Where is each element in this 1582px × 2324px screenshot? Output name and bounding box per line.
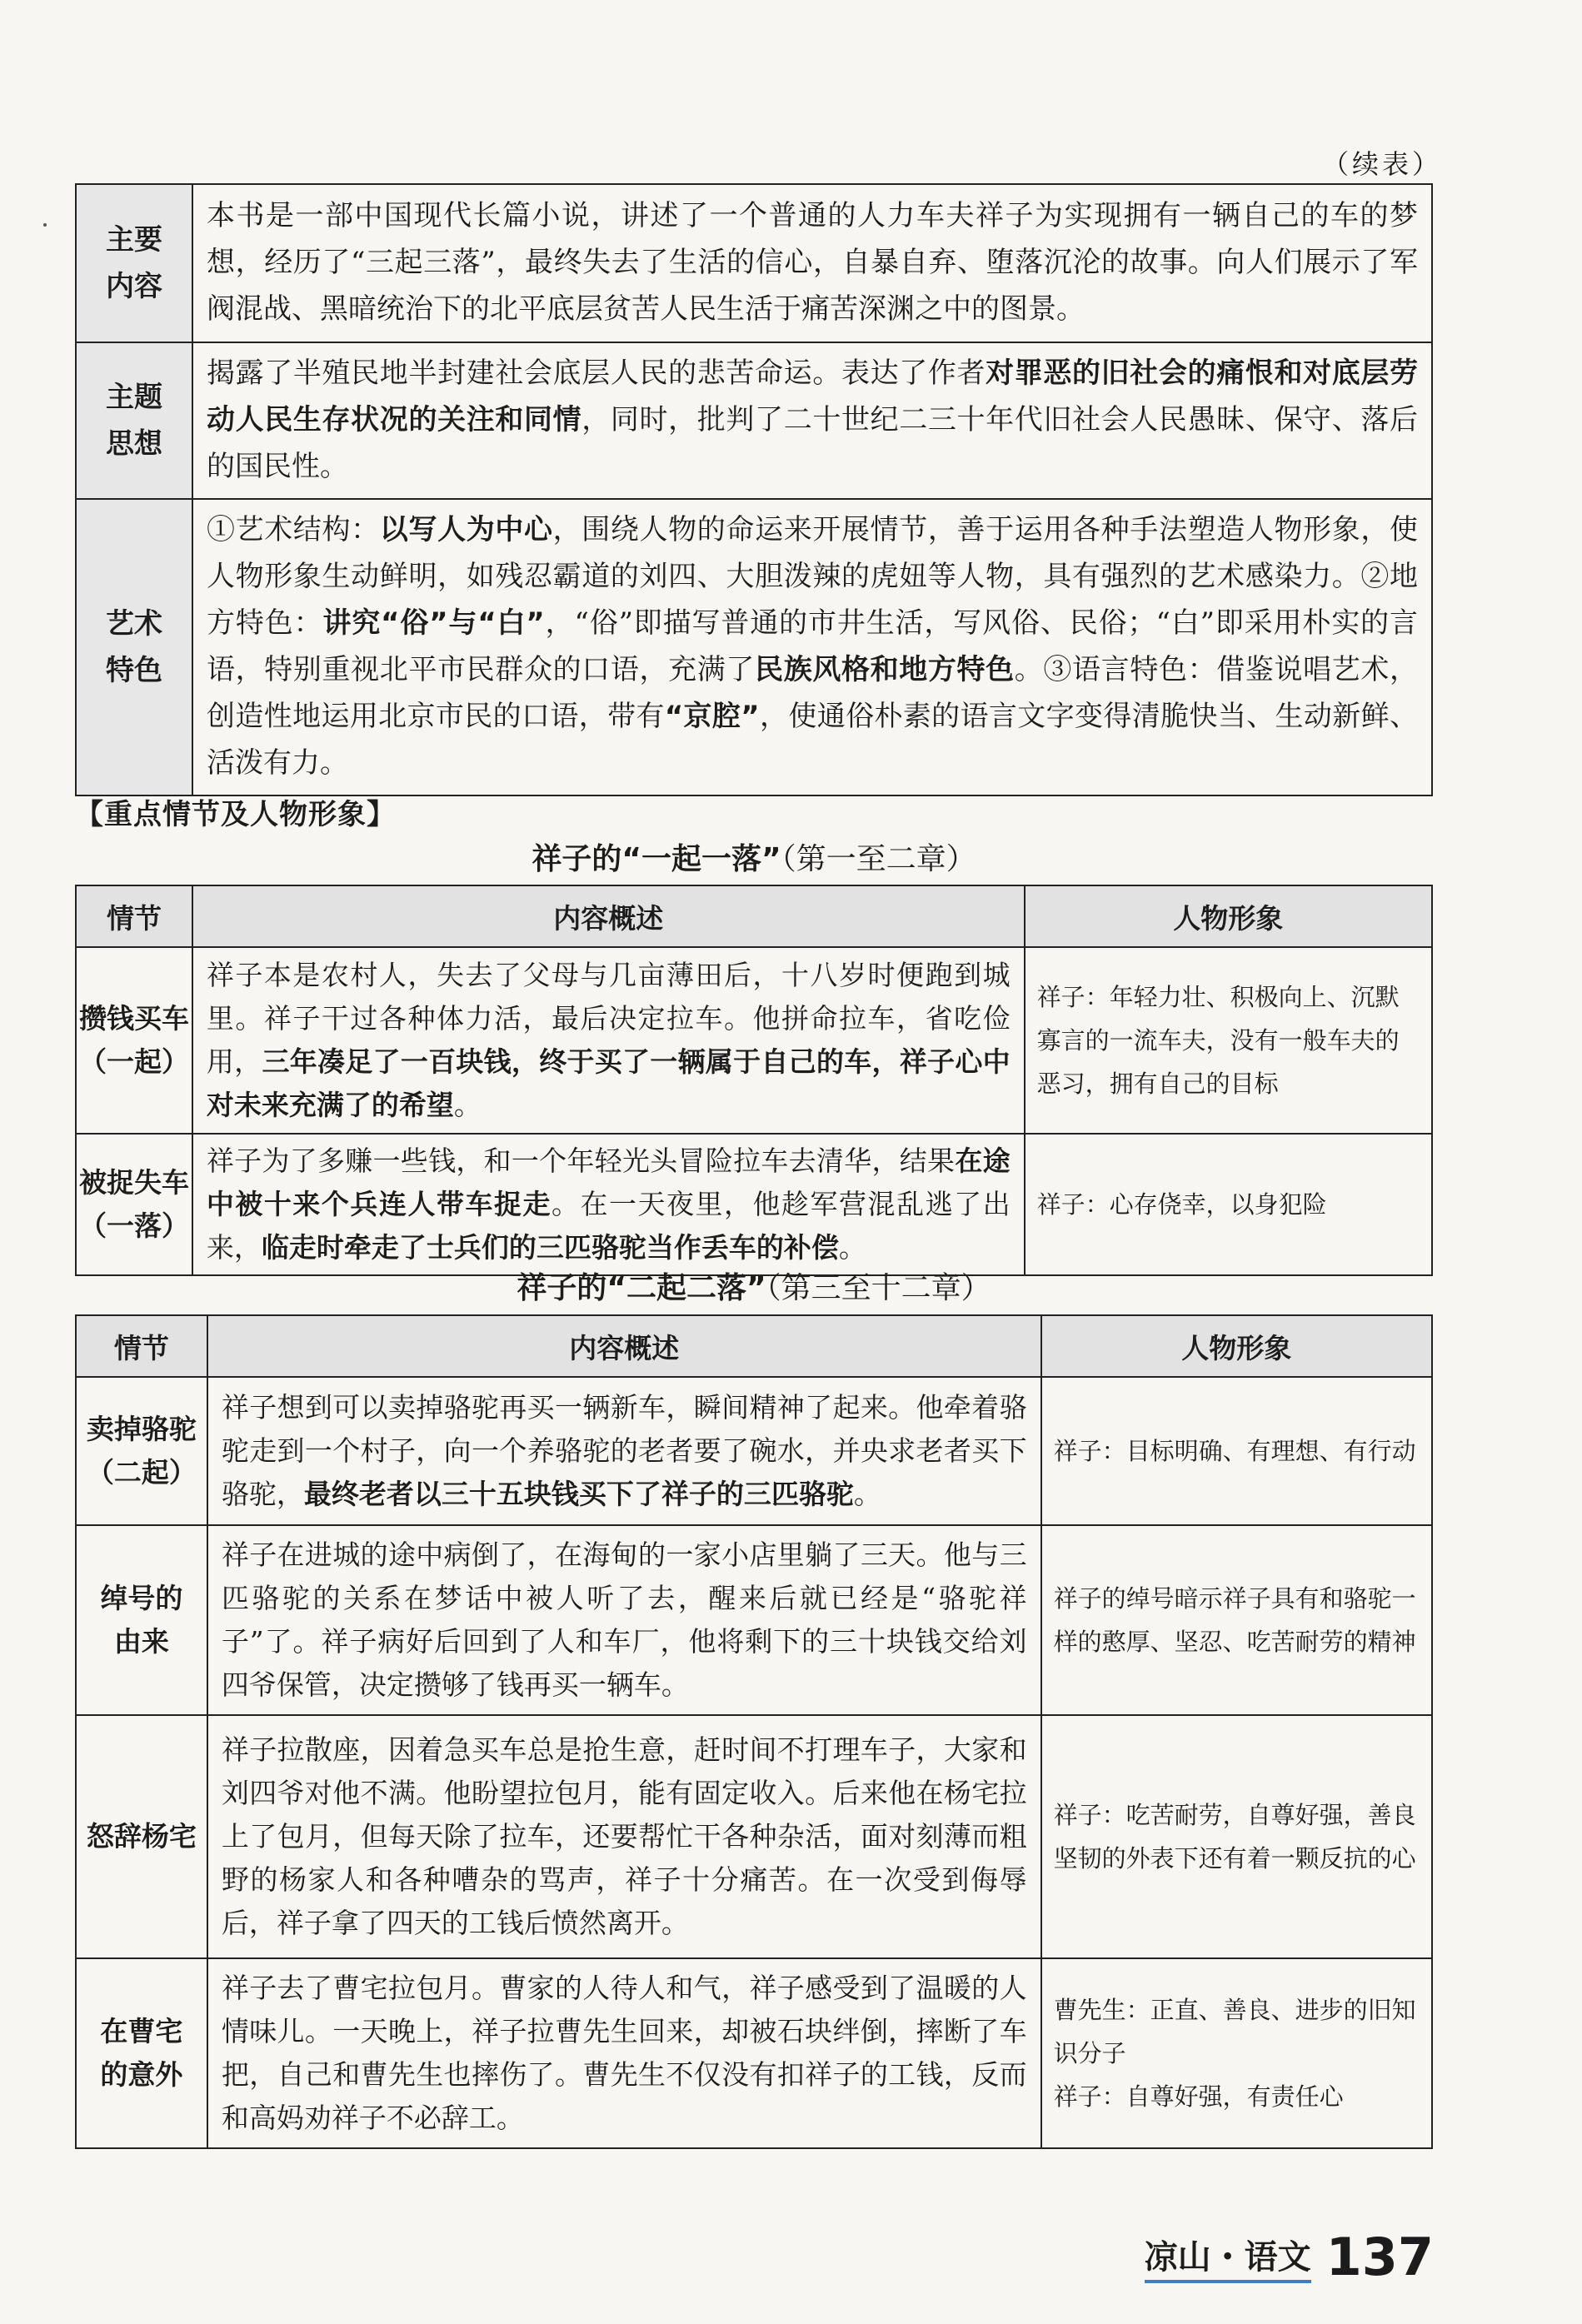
body-text: 本书是一部中国现代长篇小说，讲述了一个普通的人力车夫祥子为实现拥有一辆自己的车的梦想，经历了“三起三落”，最终失去了生活的信心，自暴自弃、堕落沉沦的故事。向人们展示了军阀混战、黑暗统治下的北平底层贫苦人民生活于痛苦深渊之中的图景。 xyxy=(207,199,1418,326)
plot-name: 攒钱买车 （一起） xyxy=(76,947,192,1134)
book-info-table xyxy=(75,183,1433,796)
body-text: 。③语言特色：借鉴说唱艺术，创造性地运用北京市民的口语，带有 xyxy=(207,653,1419,733)
info-row-theme xyxy=(76,342,1432,499)
plot-summary xyxy=(192,1134,1025,1275)
table1-title: 祥子的“一起一落”（第一至二章） xyxy=(531,842,976,876)
body-text: ①艺术结构： xyxy=(207,513,380,546)
table-row xyxy=(76,1525,1432,1715)
table-row xyxy=(76,1958,1432,2148)
book-name: 凉山・语文 xyxy=(1145,2231,1311,2283)
continuation-note: （续表） xyxy=(1321,148,1442,180)
emphasis-text: 民族风格和地方特色 xyxy=(755,653,1015,686)
character-image: 祥子：年轻力壮、积极向上、沉默寡言的一流车夫，没有一般车夫的恶习，拥有自己的目标 xyxy=(1025,947,1432,1134)
emphasis-text: 最终老者以三十五块钱买下了祥子的三匹骆驼 xyxy=(303,1478,854,1510)
header-image: 人物形象 xyxy=(1041,1315,1432,1377)
table-header-row xyxy=(76,1315,1432,1377)
plot-name: 怒辞杨宅 xyxy=(76,1715,207,1958)
body-text: 祥子在进城的途中病倒了，在海甸的一家小店里躺了三天。他与三匹骆驼的关系在梦话中被人听了去，醒来后就已经是“骆驼祥子”了。祥子病好后回到了人和车厂，他将剩下的三十块钱交给刘四爷保管，决定攒够了钱再买一辆车。 xyxy=(221,1539,1027,1701)
plot-summary xyxy=(192,947,1025,1134)
body-text: ，同时，批判了二十世纪二三十年代旧社会人民愚昧、保守、落后的国民性。 xyxy=(207,403,1419,483)
plot-name: 被捉失车 （一落） xyxy=(76,1134,192,1275)
header-image: 人物形象 xyxy=(1025,885,1432,947)
body-text: 祥子拉散座，因着急买车总是抢生意，赶时间不打理车子，大家和刘四爷对他不满。他盼望拉包月，能有固定收入。后来他在杨宅拉上了包月，但每天除了拉车，还要帮忙干各种杂活，面对刻薄而粗野的杨家人和各种嘈杂的骂声，祥子十分痛苦。在一次受到侮辱后，祥子拿了四天的工钱后愤然离开。 xyxy=(221,1733,1027,1939)
table-header-row xyxy=(76,885,1432,947)
info-body xyxy=(192,342,1432,499)
plot-summary xyxy=(207,1715,1041,1958)
plot-table-2 xyxy=(75,1314,1433,2149)
body-text: 祥子本是农村人，失去了父母与几亩薄田后，十八岁时便跑到城里。祥子干过各种体力活，最后决定拉车。他拼命拉车，省吃俭用， xyxy=(206,959,1011,1078)
info-label: 主要 内容 xyxy=(76,184,192,342)
info-row-art xyxy=(76,499,1432,795)
emphasis-text: “京腔” xyxy=(664,700,760,733)
character-image: 祥子：心存侥幸，以身犯险 xyxy=(1025,1134,1432,1275)
character-image: 祥子的绰号暗示祥子具有和骆驼一样的憨厚、坚忍、吃苦耐劳的精神 xyxy=(1041,1525,1432,1715)
body-text: 。 xyxy=(453,1089,482,1121)
page-footer xyxy=(1144,2227,1434,2287)
table-row xyxy=(76,1715,1432,1958)
info-row-content xyxy=(76,184,1432,342)
body-text: ，“俗”即描写普通的市井生活，写风俗、民俗；“白”即采用朴实的言语，特别重视北平市民群众的口语，充满了 xyxy=(207,606,1418,686)
body-text: 。 xyxy=(853,1478,881,1510)
print-speck xyxy=(43,223,47,227)
plot-summary xyxy=(207,1377,1041,1525)
section-heading: 【重点情节及人物形象】 xyxy=(75,798,396,831)
body-text: 祥子想到可以卖掉骆驼再买一辆新车，瞬间精神了起来。他牵着骆驼走到一个村子，向一个养骆驼的老者要了碗水，并央求老者买下骆驼， xyxy=(221,1391,1027,1510)
emphasis-text: 临走时牵走了士兵们的三匹骆驼当作丢车的补偿 xyxy=(261,1231,839,1264)
header-plot: 情节 xyxy=(76,1315,207,1377)
table-row xyxy=(76,947,1432,1134)
info-label: 艺术 特色 xyxy=(76,499,192,795)
plot-table-1 xyxy=(75,885,1433,1276)
plot-summary xyxy=(207,1525,1041,1715)
emphasis-text: 在途中被十来个兵连人带车捉走 xyxy=(206,1145,1011,1220)
body-text: 。在一天夜里，他趁军营混乱逃了出来， xyxy=(206,1188,1011,1264)
plot-summary xyxy=(207,1958,1041,2148)
character-image: 祥子：吃苦耐劳，自尊好强，善良坚韧的外表下还有着一颗反抗的心 xyxy=(1041,1715,1432,1958)
body-text: 揭露了半殖民地半封建社会底层人民的悲苦命运。表达了作者 xyxy=(207,357,986,390)
info-body xyxy=(192,499,1432,795)
emphasis-text: 讲究“俗”与“白” xyxy=(322,606,545,640)
plot-name: 卖掉骆驼 （二起） xyxy=(76,1377,207,1525)
body-text: 祥子去了曹宅拉包月。曹家的人待人和气，祥子感受到了温暖的人情味儿。一天晚上，祥子拉曹先生回来，却被石块绊倒，摔断了车把，自己和曹先生也摔伤了。曹先生不仅没有扣祥子的工钱，反而和高妈劝祥子不必辞工。 xyxy=(221,1972,1027,2134)
info-body xyxy=(192,184,1432,342)
character-image: 曹先生：正直、善良、进步的旧知识分子 祥子：自尊好强，有责任心 xyxy=(1041,1958,1432,2148)
plot-name: 绰号的 由来 xyxy=(76,1525,207,1715)
body-text: 。 xyxy=(838,1231,866,1264)
header-plot: 情节 xyxy=(76,885,192,947)
info-label: 主题 思想 xyxy=(76,342,192,499)
emphasis-text: 三年凑足了一百块钱，终于买了一辆属于自己的车，祥子心中对未来充满了的希望 xyxy=(206,1045,1011,1121)
body-text: ，使通俗朴素的语言文字变得清脆快当、生动新鲜、活泼有力。 xyxy=(207,700,1419,780)
page-number: 137 xyxy=(1325,2227,1434,2287)
character-image: 祥子：目标明确、有理想、有行动 xyxy=(1041,1377,1432,1525)
table2-title: 祥子的“二起二落”（第三至十二章） xyxy=(517,1271,991,1305)
header-summary: 内容概述 xyxy=(207,1315,1041,1377)
header-summary: 内容概述 xyxy=(192,885,1025,947)
emphasis-text: 对罪恶的旧社会的痛恨和对底层劳动人民生存状况的关注和同情 xyxy=(207,357,1419,436)
body-text: 祥子为了多赚一些钱，和一个年轻光头冒险拉车去清华，结果 xyxy=(206,1145,956,1177)
table-row xyxy=(76,1377,1432,1525)
table-row xyxy=(76,1134,1432,1275)
body-text: ，围绕人物的命运来开展情节，善于运用各种手法塑造人物形象，使人物形象生动鲜明，如残忍霸道的刘四、大胆泼辣的虎妞等人物，具有强烈的艺术感染力。②地方特色： xyxy=(207,513,1419,640)
emphasis-text: 以写人为中心 xyxy=(379,513,553,546)
plot-name: 在曹宅 的意外 xyxy=(76,1958,207,2148)
